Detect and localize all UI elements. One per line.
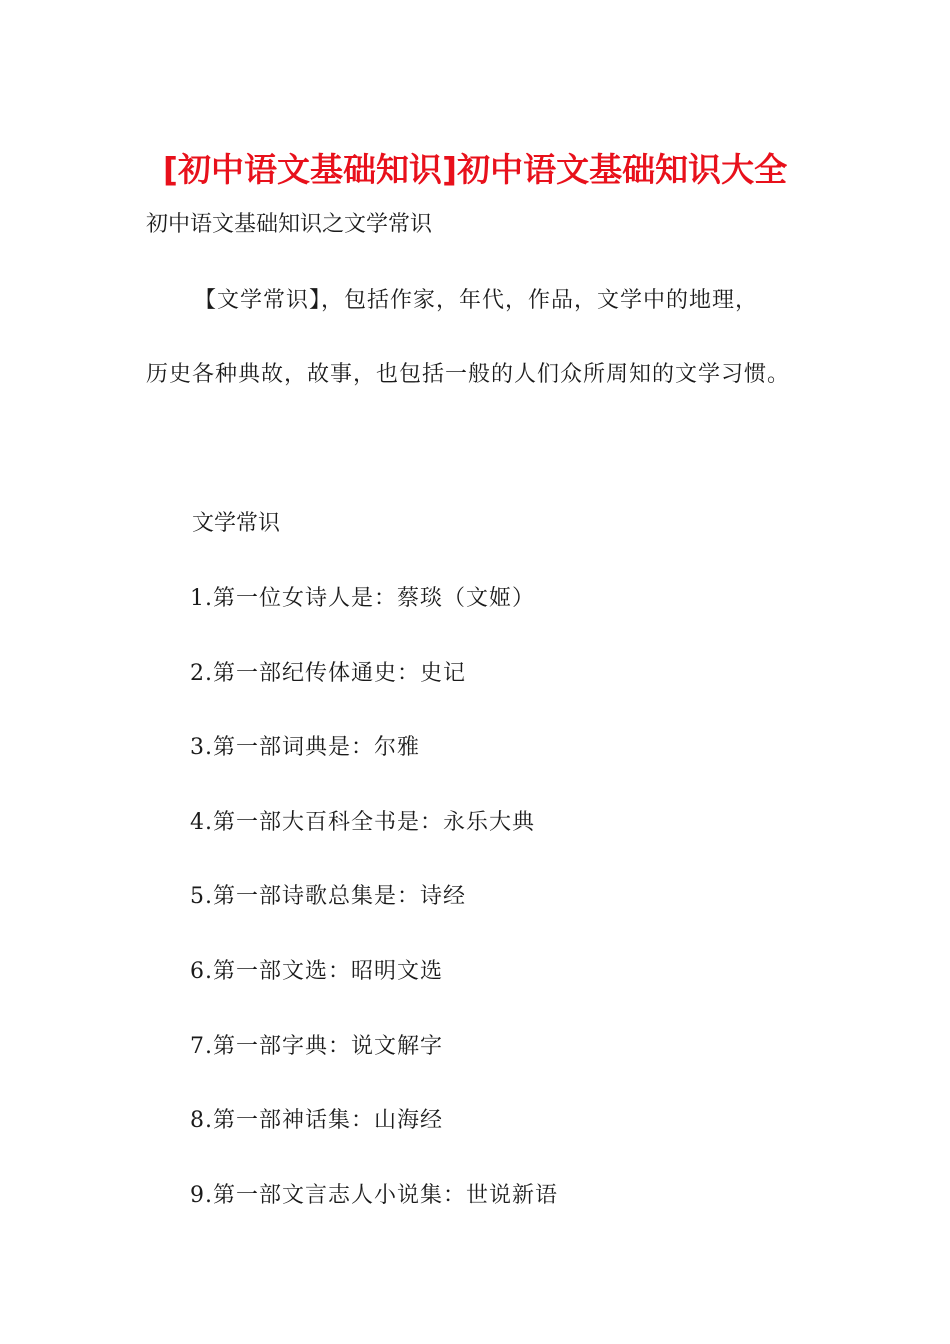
fact-list (190, 584, 558, 1255)
list-item: 4.第一部大百科全书是：永乐大典 (190, 809, 535, 835)
list-item: 5.第一部诗歌总集是：诗经 (190, 884, 466, 910)
document-subtitle: 初中语文基础知识之文学常识 (146, 212, 433, 237)
paragraph-line-2: 历史各种典故，故事，也包括一般的人们众所周知的文学习惯。 (146, 362, 791, 387)
list-item: 3.第一部词典是：尔雅 (190, 735, 420, 761)
section-heading: 文学常识 (192, 511, 281, 536)
list-item: 7.第一部字典：说文解字 (190, 1033, 443, 1059)
list-item: 8.第一部神话集：山海经 (190, 1108, 443, 1134)
list-item: 6.第一部文选：昭明文选 (190, 958, 443, 984)
paragraph-line-1: 【文学常识】，包括作家，年代，作品，文学中的地理， (194, 288, 759, 313)
document-title: [初中语文基础知识]初中语文基础知识大全 (162, 150, 788, 189)
list-item: 2.第一部纪传体通史：史记 (190, 660, 466, 686)
list-item: 1.第一位女诗人是：蔡琰（文姬） (190, 586, 535, 611)
list-item: 9.第一部文言志人小说集：世说新语 (190, 1182, 558, 1208)
